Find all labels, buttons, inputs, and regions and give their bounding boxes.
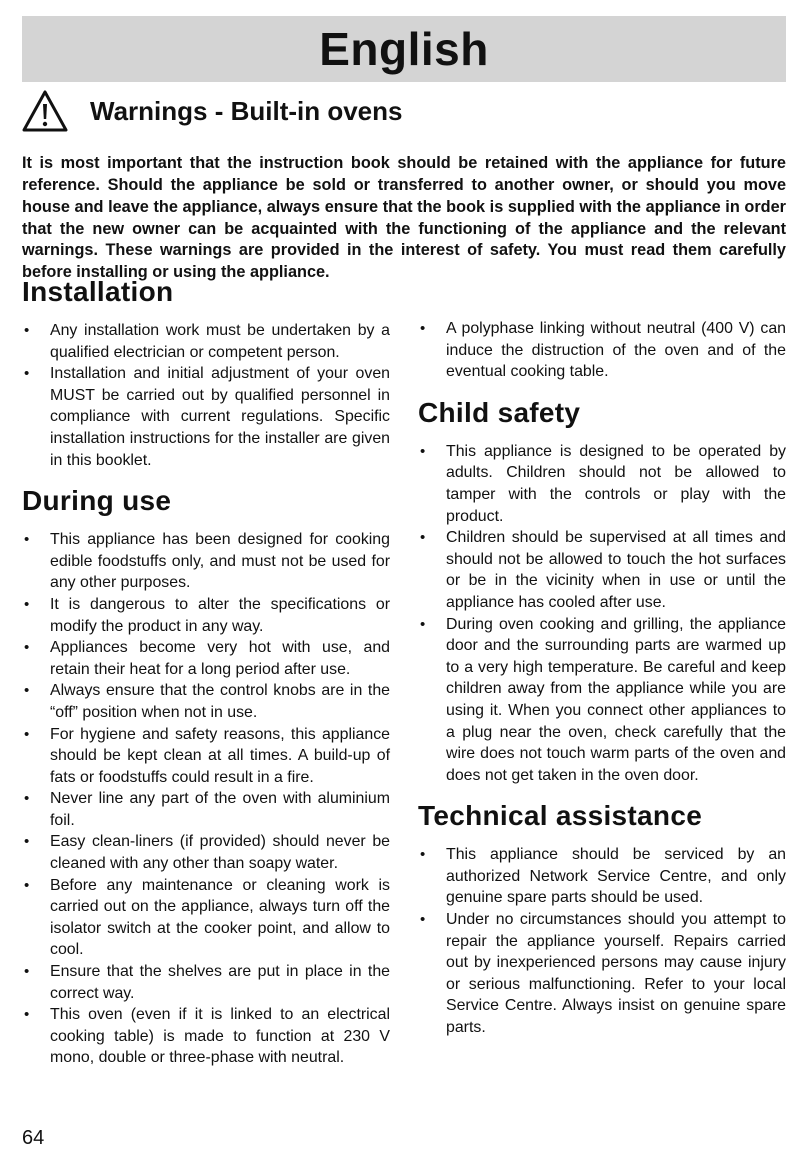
list-item: • Under no circumstances should you attempt to repair the appliance yourself. Repairs carried out by inexperienced persons may cause injury or serious malfunctioning. Refer to your local Service Centre. Always insist on genuine spare parts. <box>418 909 786 1039</box>
list-item: • Easy clean-liners (if provided) should never be cleaned with any other than soapy water. <box>22 831 390 874</box>
list-item: • During oven cooking and grilling, the appliance door and the surrounding parts are warmed up to a very high temperature. Be careful and keep children away from the appliance while you are using it. When you connect other appliances to a plug near the oven, check carefully that the wire does not touch warm parts of the oven and does not get taken in the oven door. <box>418 614 786 787</box>
during-use-title: During use <box>22 485 172 517</box>
list-item: • It is dangerous to alter the specifications or modify the product in any way. <box>22 594 390 637</box>
list-item: • This oven (even if it is linked to an electrical cooking table) is made to function at 230 V mono, double or three-phase with neutral. <box>22 1004 390 1069</box>
child-safety-title: Child safety <box>418 396 581 428</box>
list-item: • Any installation work must be undertaken by a qualified electrician or competent person. <box>22 320 390 363</box>
list-item: • This appliance should be serviced by an authorized Network Service Centre, and only genuine spare parts should be used. <box>418 844 786 909</box>
page-number: 64 <box>22 1127 45 1149</box>
warnings-title: Warnings - Built-in ovens <box>90 95 403 126</box>
child-safety-list <box>418 441 786 787</box>
list-item: • Children should be supervised at all times and should not be allowed to touch the hot surfaces or be in the vicinity when in use or until the appliance has cooled after use. <box>418 527 786 613</box>
right-column <box>418 318 786 1039</box>
list-item: • Always ensure that the control knobs are in the “off” position when not in use. <box>22 680 390 723</box>
language-title: English <box>319 23 489 75</box>
warning-triangle-icon <box>22 90 68 132</box>
language-header-bar <box>22 16 786 82</box>
installation-title: Installation <box>22 276 174 307</box>
list-item: • This appliance is designed to be operated by adults. Children should not be allowed to tamper with the controls or play with the product. <box>418 441 786 527</box>
list-item: • Never line any part of the oven with aluminium foil. <box>22 788 390 831</box>
list-item: • For hygiene and safety reasons, this appliance should be kept clean at all times. A build-up of fats or foodstuffs could result in a fire. <box>22 724 390 789</box>
technical-assistance-title: Technical assistance <box>418 800 703 832</box>
list-item: • Before any maintenance or cleaning work is carried out on the appliance, always turn off the isolator switch at the cooker point, and allow to cool. <box>22 875 390 961</box>
during-use-list <box>22 529 390 1069</box>
left-column <box>22 276 390 1069</box>
list-item: • Installation and initial adjustment of your oven MUST be carried out by qualified personnel in compliance with current regulations. Specific installation instructions for the installer are given in this booklet. <box>22 363 390 471</box>
list-item: • Ensure that the shelves are put in place in the correct way. <box>22 961 390 1004</box>
list-item: • Appliances become very hot with use, and retain their heat for a long period after use. <box>22 637 390 680</box>
technical-assistance-list <box>418 844 786 1038</box>
warnings-intro: It is most important that the instruction book should be retained with the appliance for future reference. Should the appliance be sold or transferred to another owner, or should you move house and leave the appliance, always ensure that the book is supplied with the appliance in order that the new owner can be acquainted with the functioning of the appliance and the relevant warnings. These warnings are provided in the interest of safety. You must read them carefully before installing or using the appliance. <box>22 154 786 282</box>
list-item: • A polyphase linking without neutral (400 V) can induce the distruction of the oven and of the eventual cooking table. <box>418 318 786 383</box>
list-item: • This appliance has been designed for cooking edible foodstuffs only, and must not be used for any other purposes. <box>22 529 390 594</box>
warnings-heading-row <box>22 90 402 132</box>
installation-list <box>22 320 390 471</box>
installation-list-continued <box>418 318 786 383</box>
